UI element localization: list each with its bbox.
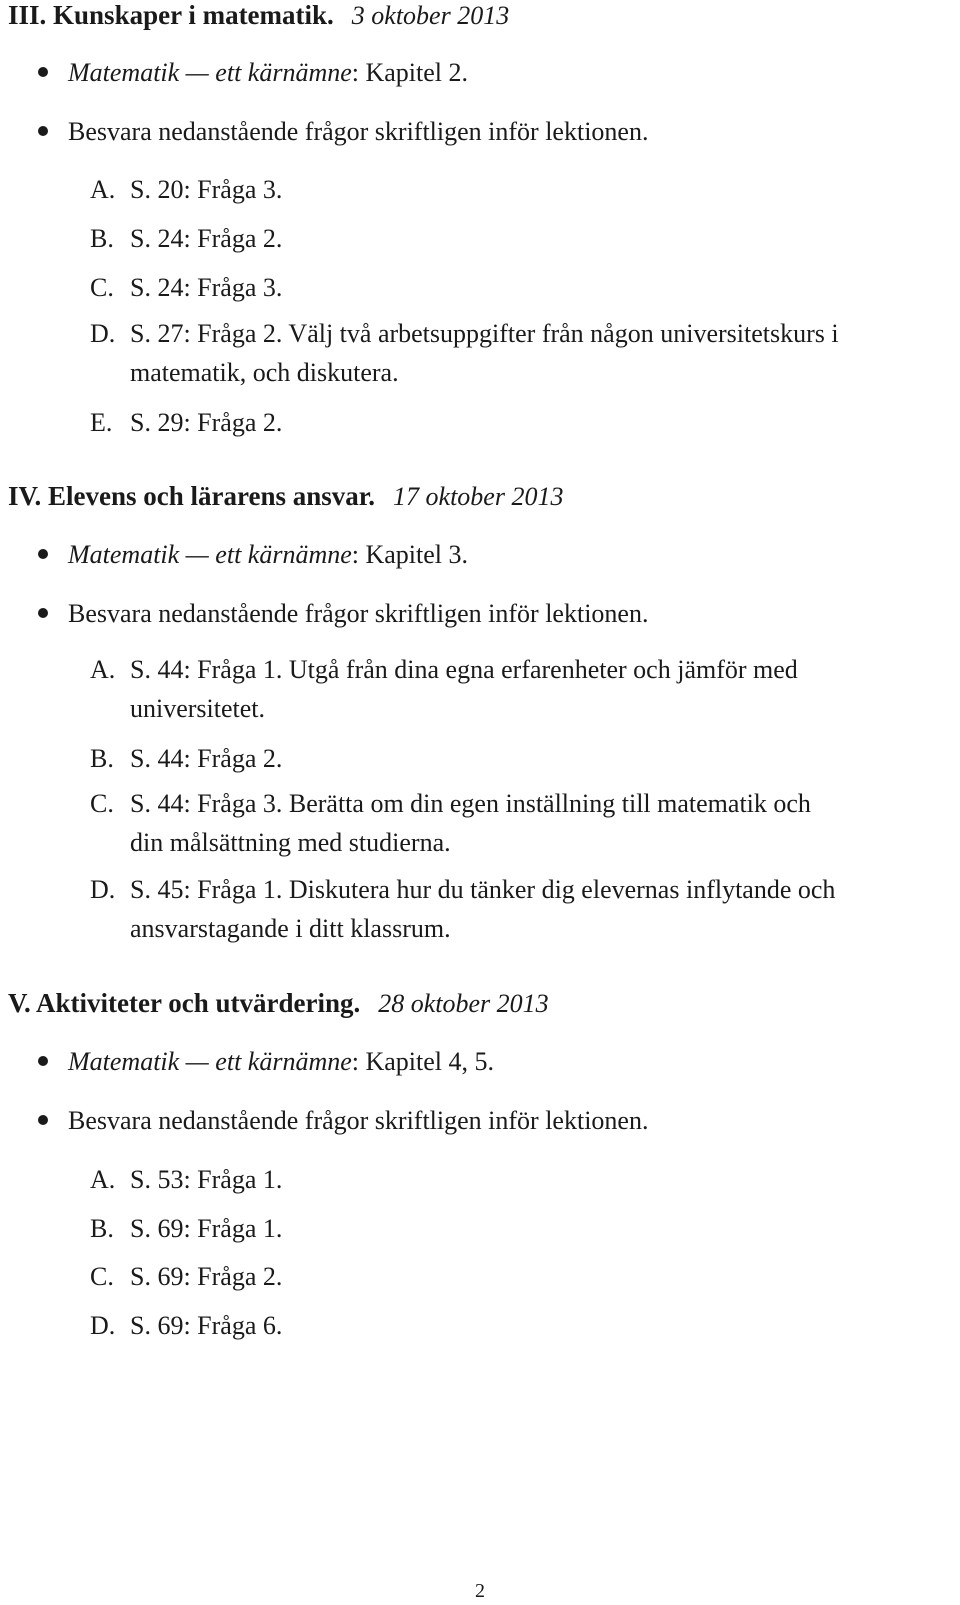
bullet-icon xyxy=(38,67,48,77)
question-text: S. 27: Fråga 2. Välj två arbetsuppgifter från någon universitetskurs i xyxy=(130,319,839,348)
section-date: 3 oktober 2013 xyxy=(351,1,510,30)
bullet-item xyxy=(38,601,648,627)
question-letter: B. xyxy=(90,744,114,773)
section-heading xyxy=(8,483,563,510)
bullet-icon xyxy=(38,126,48,136)
bullet-item xyxy=(38,119,648,145)
question-text-continued: din målsättning med studierna. xyxy=(130,828,451,857)
question-text: S. 44: Fråga 1. Utgå från dina egna erfarenheter och jämför med xyxy=(130,655,798,684)
question-letter: C. xyxy=(90,1262,114,1291)
question-letter: A. xyxy=(90,1165,116,1194)
book-title: Matematik — ett kärnämne xyxy=(68,1047,352,1076)
book-title: Matematik — ett kärnämne xyxy=(68,58,352,87)
bullet-text: Besvara nedanstående frågor skriftligen inför lektionen. xyxy=(68,117,649,146)
question-letter: E. xyxy=(90,408,113,437)
question-item xyxy=(90,650,938,728)
question-letter: D. xyxy=(90,319,116,348)
question-text: S. 69: Fråga 6. xyxy=(130,1311,283,1340)
section-heading xyxy=(8,990,549,1017)
page-number: 2 xyxy=(475,1580,485,1602)
question-item xyxy=(90,1264,282,1290)
question-item xyxy=(90,226,282,252)
question-text: S. 20: Fråga 3. xyxy=(130,175,283,204)
bullet-icon xyxy=(38,549,48,559)
question-text: S. 69: Fråga 1. xyxy=(130,1214,283,1243)
question-letter: A. xyxy=(90,175,116,204)
question-text-continued: ansvarstagande i ditt klassrum. xyxy=(130,914,451,943)
bullet-item xyxy=(38,60,468,86)
question-letter: B. xyxy=(90,224,114,253)
question-text-continued: matematik, och diskutera. xyxy=(130,358,399,387)
chapter-ref: : Kapitel 2. xyxy=(351,58,469,87)
question-item xyxy=(90,746,282,772)
question-letter: C. xyxy=(90,789,114,818)
question-letter: B. xyxy=(90,1214,114,1243)
question-item xyxy=(90,410,282,436)
question-text: S. 69: Fråga 2. xyxy=(130,1262,283,1291)
question-text: S. 24: Fråga 3. xyxy=(130,273,283,302)
section-date: 28 oktober 2013 xyxy=(378,989,549,1018)
bullet-icon xyxy=(38,608,48,618)
bullet-text: Besvara nedanstående frågor skriftligen inför lektionen. xyxy=(68,599,649,628)
question-item xyxy=(90,177,282,203)
bullet-icon xyxy=(38,1056,48,1066)
question-text: S. 29: Fråga 2. xyxy=(130,408,283,437)
question-letter: D. xyxy=(90,1311,116,1340)
section-date: 17 oktober 2013 xyxy=(393,482,564,511)
chapter-ref: : Kapitel 4, 5. xyxy=(351,1047,495,1076)
section-title: V. Aktiviteter och utvärdering. xyxy=(8,988,361,1018)
question-item xyxy=(90,314,938,392)
bullet-icon xyxy=(38,1115,48,1125)
chapter-ref: : Kapitel 3. xyxy=(351,540,469,569)
question-text-continued: universitetet. xyxy=(130,694,266,723)
question-item xyxy=(90,275,282,301)
question-text: S. 45: Fråga 1. Diskutera hur du tänker dig elevernas inflytande och xyxy=(130,875,836,904)
question-letter: C. xyxy=(90,273,114,302)
section-heading xyxy=(8,2,509,29)
section-title: IV. Elevens och lärarens ansvar. xyxy=(8,481,376,511)
question-item xyxy=(90,1216,282,1242)
bullet-text: Besvara nedanstående frågor skriftligen inför lektionen. xyxy=(68,1106,649,1135)
bullet-item xyxy=(38,1049,494,1075)
bullet-item xyxy=(38,1108,648,1134)
question-text: S. 24: Fråga 2. xyxy=(130,224,283,253)
section-title: III. Kunskaper i matematik. xyxy=(8,0,334,30)
question-item xyxy=(90,784,938,862)
question-item xyxy=(90,1167,282,1193)
bullet-item xyxy=(38,542,468,568)
question-text: S. 44: Fråga 2. xyxy=(130,744,283,773)
book-title: Matematik — ett kärnämne xyxy=(68,540,352,569)
question-text: S. 44: Fråga 3. Berätta om din egen inställning till matematik och xyxy=(130,789,811,818)
question-letter: A. xyxy=(90,655,116,684)
question-letter: D. xyxy=(90,875,116,904)
question-item xyxy=(90,1313,282,1339)
question-text: S. 53: Fråga 1. xyxy=(130,1165,283,1194)
question-item xyxy=(90,870,938,948)
